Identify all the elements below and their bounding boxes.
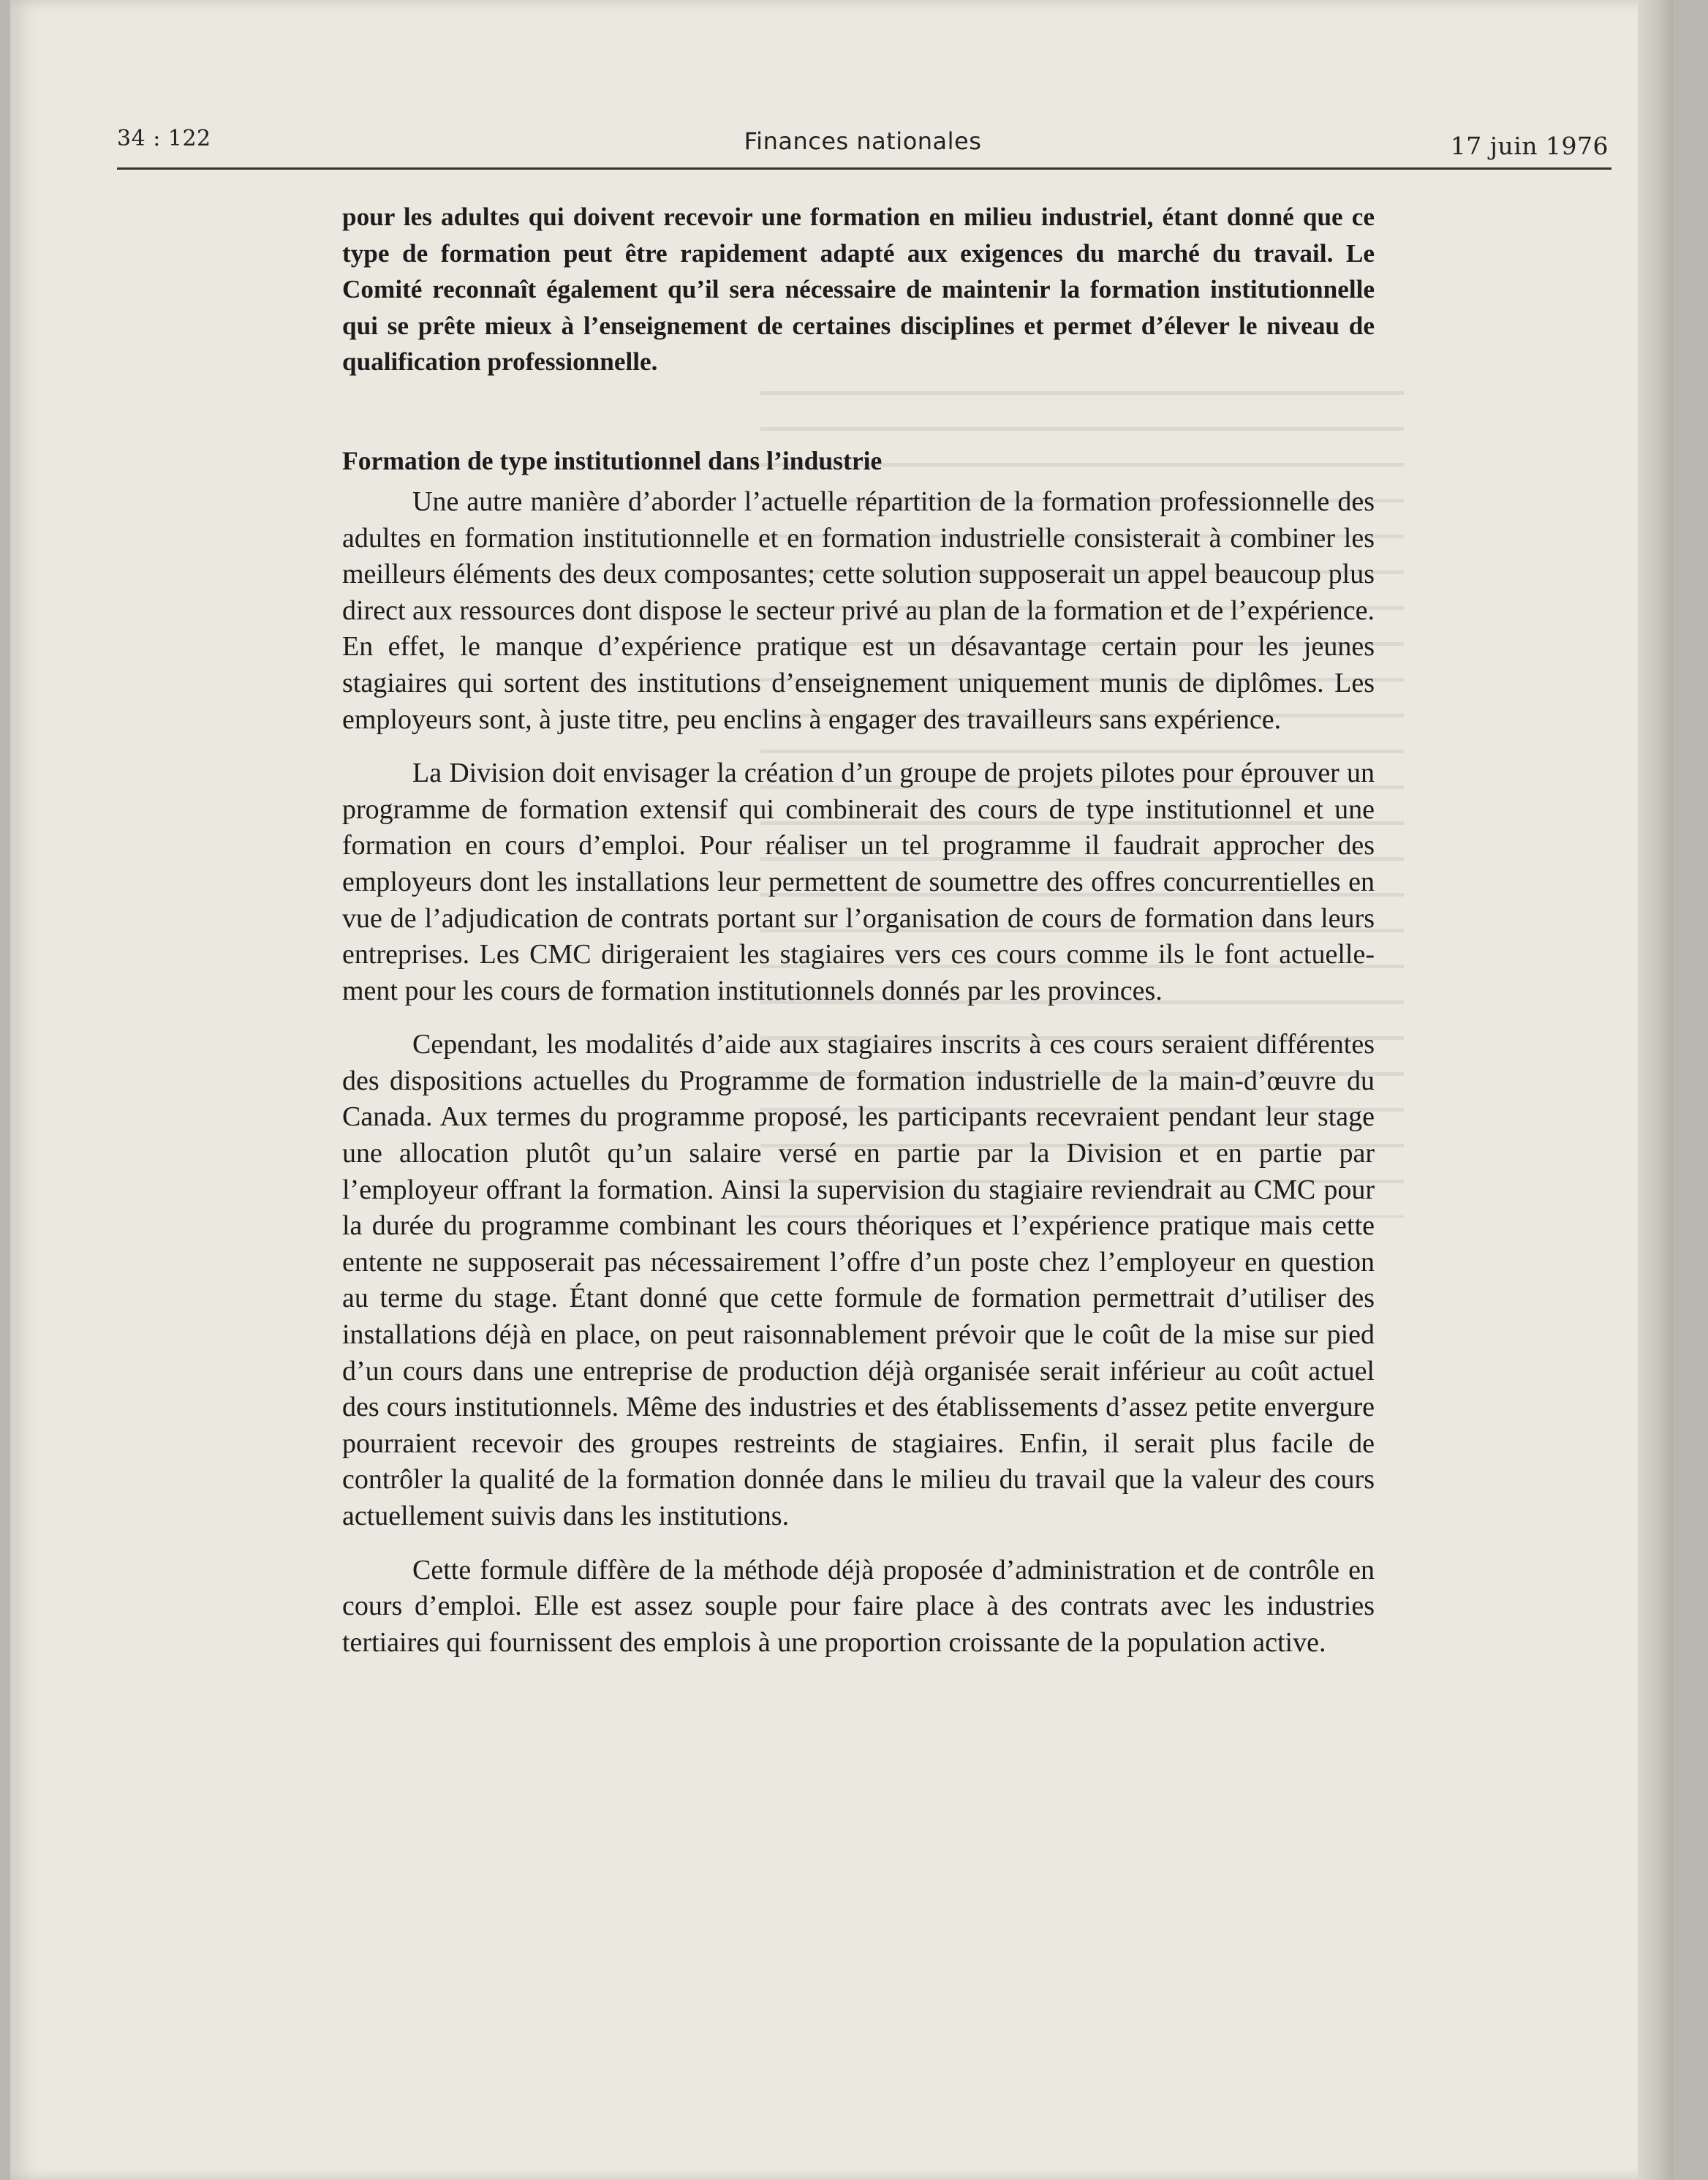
paragraph: Cependant, les modalités d’aide aux stagiaires inscrits à ces cours seraient différentes des dispositions actuelles du Programme de formation industrielle de la main-d’œuvre du Canada. Aux termes du programme proposé, les participants recevraient pendant leur stage une allocation plutôt qu’un salaire versé en partie par la Division et en partie par l’employeur offrant la formation. Ainsi la supervision du stagiaire reviendrait au CMC pour la durée du programme combinant les cours théoriques et l’expérience pratique mais cette entente ne supposerait pas nécessairement l’offre d’un poste chez l’employeur en question au terme du stage. Étant donné que cette formule de formation permettrait d’utiliser des installations déjà en place, on peut raisonnablement prévoir que le coût de la mise sur pied d’un cours dans une entreprise de production déjà organisée serait inférieur au coût actuel des cours institutionnels. Même des industries et des établissements d’assez petite envergure pourraient recevoir des groupes restreints de stagiaires. Enfin, il serait plus facile de contrôler la qualité de la formation donnée dans le milieu du travail que la valeur des cours actuellement suivis dans les institutions. (342, 1029, 1375, 1531)
section-heading: Formation de type institutionnel dans l’industrie (342, 445, 883, 475)
journal-title: Finances nationales (744, 127, 982, 155)
issue-date: 17 juin 1976 (1450, 132, 1609, 160)
lead-paragraph: pour les adultes qui doivent recevoir une formation en milieu industriel, étant donné que ce type de formation peut être rapidement adapté aux exigences du marché du travail. Le Comité reconnaît également qu’il sera nécessaire de maintenir la formation institutionnelle qui se prête mieux à l’enseignement de certaines disciplines et permet d’élever le niveau de qualification professionnelle. (342, 203, 1375, 377)
page-edge-shadow (1638, 0, 1673, 2180)
paragraph: La Division doit envisager la création d’un groupe de projets pilotes pour éprouver un programme de formation extensif qui combinerait des cours de type institutionnel et une formation en cours d’emploi. Pour réaliser un tel programme il faudrait approcher des employeurs dont les installations leur permettent de soumettre des offres concurrentielles en vue de l’adjudication de contrats portant sur l’organisation de cours de formation dans leurs entreprises. Les CMC dirigeraient les stagiaires vers ces cours comme ils le font actuellement pour les cours de formation institutionnels donnés par les provinces. (342, 758, 1375, 1006)
body-text (342, 199, 1375, 1661)
page-number: 34 : 122 (117, 126, 211, 151)
running-header (117, 123, 1609, 165)
header-rule (117, 167, 1611, 170)
paragraph: Cette formule diffère de la méthode déjà proposée d’administration et de contrôle en cours d’emploi. Elle est assez souple pour faire place à des contrats avec les industries tertiaires qui fournissent des emplois à une proportion croissante de la population active. (342, 1554, 1375, 1658)
paragraph: Une autre manière d’aborder l’actuelle répartition de la formation professionnelle des adultes en formation institutionnelle et en formation industrielle consisterait à combiner les meilleurs éléments des deux composantes; cette solution supposerait un appel beaucoup plus direct aux ressources dont dispose le secteur privé au plan de la formation et de l’expérience. En effet, le manque d’expérience pratique est un désavantage certain pour les jeunes stagiaires qui sortent des institutions d’enseignement uniquement munis de diplômes. Les employeurs sont, à juste titre, peu enclins à engager des travailleurs sans expérience. (342, 486, 1375, 735)
